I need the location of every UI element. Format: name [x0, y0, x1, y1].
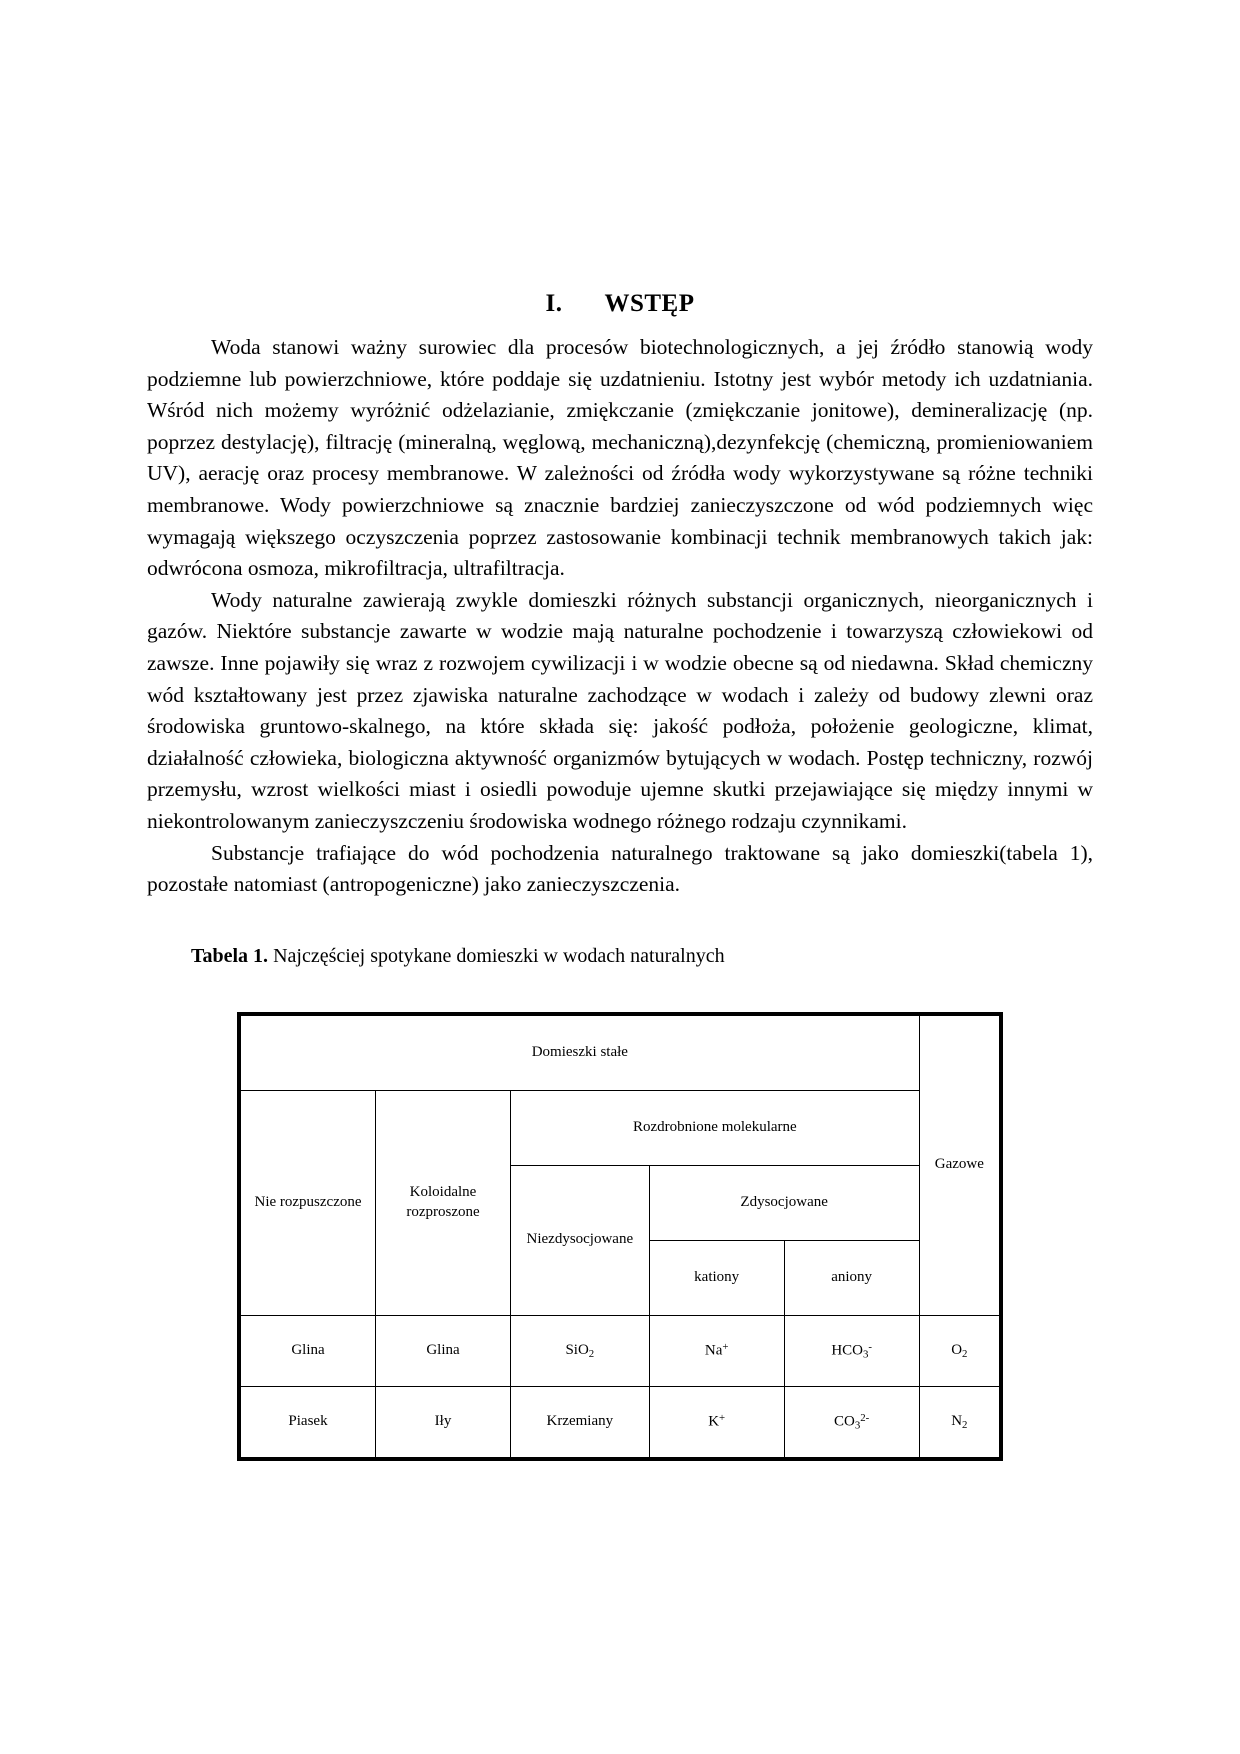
- col-undissolved: Nie rozpuszczone: [241, 1090, 376, 1315]
- cell-cation-base: K: [708, 1413, 720, 1430]
- paragraph-2: Wody naturalne zawierają zwykle domieszki różnych substancji organicznych, nieorganicznych i gazów. Niektóre substancje zawarte w wodzie mają naturalne pochodzenie i towarzyszą człowiekowi od zawsze. Inne pojawiły się wraz z rozwojem cywilizacji i w wodzie obecne są od niedawna. Skład chemiczny wód kształtowany jest przez zjawiska naturalne zachodzące w wodach i zależy od budowy zlewni oraz środowiska gruntowo-skalnego, na które składa się: jakość podłoża, położenie geologiczne, klimat, działalność człowieka, biologiczna aktywność organizmów bytujących w wodach. Postęp techniczny, rozwój przemysłu, wzrost wielkości miast i osiedli powoduje ujemne skutki przejawiające się między innymi w niekontrolowanym zanieczyszczeniu środowiska wodnego różnego rodzaju czynnikami.: [147, 587, 1093, 833]
- col-cations: kationy: [649, 1240, 784, 1315]
- cell-colloidal: Glina: [376, 1315, 511, 1386]
- table-row-header-molecular: [241, 1090, 1000, 1165]
- table-caption-label: Tabela 1.: [191, 944, 269, 967]
- cell-anion-base: HCO: [831, 1342, 863, 1359]
- header-solid-impurities: Domieszki stałe: [241, 1015, 920, 1090]
- cell-gas-base: O: [951, 1341, 963, 1358]
- paragraph-3: Substancje trafiające do wód pochodzenia naturalnego traktowane są jako domieszki(tabela 1), pozostałe natomiast (antropogeniczne) jako zanieczyszczenia.: [147, 840, 1093, 897]
- cell-undissolved: Glina: [241, 1315, 376, 1386]
- cell-gas-sub: 2: [962, 1418, 968, 1431]
- cell-gas-sub: 2: [962, 1347, 968, 1360]
- paragraph-1: Woda stanowi ważny surowiec dla procesów biotechnologicznych, a jej źródło stanowią wody podziemne lub powierzchniowe, które poddaje się uzdatnieniu. Istotny jest wybór metody ich uzdatniania. Wśród nich możemy wyróżnić odżelazianie, zmiękczanie (zmiękczanie jonitowe), demineralizację (np. poprzez destylację), filtrację (mineralną, węglową, mechaniczną),dezynfekcję (chemiczną, promieniowaniem UV), aerację oraz procesy membranowe. W zależności od źródła wody wykorzystywane są różne techniki membranowe. Wody powierzchniowe są znacznie bardziej zanieczyszczone od wód podziemnych więc wymagają większego oczyszczenia poprzez zastosowanie kombinacji technik membranowych takich jak: odwrócona osmoza, mikrofiltracja, ultrafiltracja.: [147, 335, 1093, 581]
- header-dissociated: Zdysocjowane: [649, 1165, 919, 1240]
- cell-cation-sup: +: [722, 1341, 729, 1354]
- cell-anion-sup: 2-: [860, 1411, 870, 1424]
- page-title-text: WSTĘP: [604, 290, 695, 317]
- col-anions: aniony: [784, 1240, 919, 1315]
- header-gaseous: Gazowe: [919, 1015, 999, 1315]
- impurities-table: [240, 1015, 1000, 1458]
- table-row: [241, 1315, 1000, 1386]
- table-row: [241, 1386, 1000, 1457]
- cell-anion-sup: -: [868, 1340, 872, 1353]
- table-caption: [191, 945, 1093, 968]
- table-outer-border: [237, 1012, 1003, 1461]
- cell-cation-base: Na: [704, 1342, 723, 1359]
- col-colloidal: Koloidalne rozproszone: [376, 1090, 511, 1315]
- table-caption-text: Najczęściej spotykane domieszki w wodach naturalnych: [268, 944, 725, 967]
- cell-colloidal: Iły: [376, 1386, 511, 1457]
- cell-gas: [919, 1315, 999, 1386]
- cell-anion: [784, 1315, 919, 1386]
- page-title-numeral: I.: [545, 290, 563, 317]
- cell-nondissociated: [511, 1386, 650, 1457]
- cell-nondissociated-base: SiO: [565, 1341, 589, 1358]
- cell-anion-sub: 3: [862, 1348, 869, 1361]
- cell-gas-base: N: [951, 1412, 963, 1429]
- cell-anion: [784, 1386, 919, 1457]
- cell-anion-base: CO: [834, 1413, 855, 1430]
- header-molecular: Rozdrobnione molekularne: [511, 1090, 920, 1165]
- cell-gas: [919, 1386, 999, 1457]
- col-nondissociated: Niezdysocjowane: [511, 1165, 650, 1315]
- cell-nondissociated-base: Krzemiany: [546, 1412, 614, 1429]
- cell-cation: [649, 1315, 784, 1386]
- cell-anion-sub: 3: [854, 1419, 861, 1432]
- cell-nondissociated-sub: 2: [588, 1347, 595, 1360]
- page-title: [147, 290, 1093, 318]
- cell-cation-sup: +: [719, 1412, 726, 1425]
- cell-nondissociated: [511, 1315, 650, 1386]
- cell-undissolved: Piasek: [241, 1386, 376, 1457]
- table-row-header-top: [241, 1015, 1000, 1090]
- cell-cation: [649, 1386, 784, 1457]
